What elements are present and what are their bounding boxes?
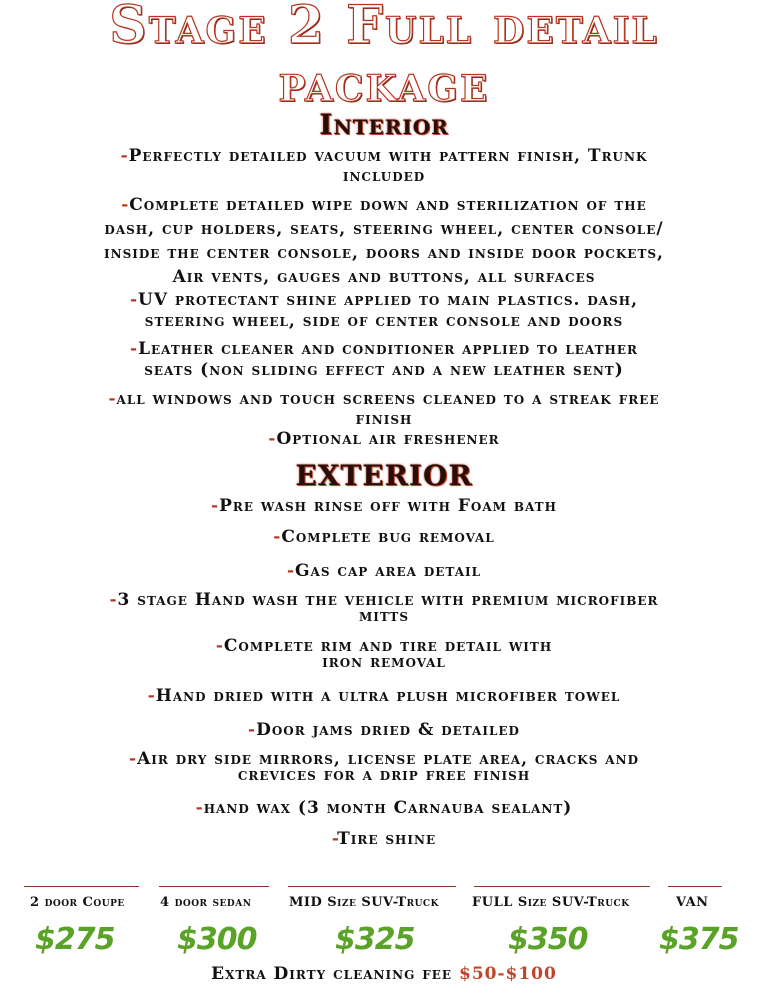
extra-dirty-fee	[0, 964, 768, 984]
interior-item: -Optional air freshener	[268, 429, 500, 449]
vehicle-type-sedan: 4 door sedan	[160, 895, 252, 910]
exterior-item: -3 stage Hand wash the vehicle with premium microfiber mitts	[109, 590, 659, 626]
interior-item: -Complete detailed wipe down and sterilization of the dash, cup holders, seats, steering wheel, center console/ inside the center console, doors and inside door pockets, Air vents, gauges and buttons, all surfaces	[104, 195, 664, 287]
fee-label: Extra Dirty cleaning fee	[211, 964, 453, 984]
exterior-item: -hand wax (3 month Carnauba sealant)	[195, 798, 573, 818]
interior-item: -UV protectant shine applied to main plastics. dash, steering wheel, side of center console and doors	[129, 290, 639, 331]
exterior-item: -Complete rim and tire detail with iron removal	[215, 636, 553, 672]
exterior-item: -Air dry side mirrors, license plate area, cracks and crevices for a drip free finish	[129, 749, 639, 785]
exterior-item: -Hand dried with a ultra plush microfiber towel	[147, 686, 621, 706]
interior-heading: Interior	[319, 108, 449, 141]
exterior-item: -Gas cap area detail	[286, 561, 482, 581]
price-divider	[288, 886, 456, 887]
fee-amount: $50-$100	[458, 964, 557, 984]
interior-item: -Leather cleaner and conditioner applied to leather seats (non sliding effect and a new leather sent)	[130, 339, 638, 380]
vehicle-type-full-suv: FULL Size SUV-Truck	[472, 895, 630, 910]
exterior-item: -Complete bug removal	[273, 527, 495, 547]
price-divider	[668, 886, 722, 887]
exterior-item: -Tire shine	[331, 829, 437, 849]
exterior-heading: EXTERIOR	[295, 459, 473, 492]
interior-item: -all windows and touch screens cleaned to a streak free finish	[108, 389, 660, 429]
price-coupe: $275	[35, 922, 115, 957]
price-mid-suv: $325	[335, 922, 415, 957]
price-sedan: $300	[177, 922, 257, 957]
interior-item: -Perfectly detailed vacuum with pattern finish, Trunk included	[120, 146, 648, 186]
page-title-line-2: package	[278, 53, 490, 114]
vehicle-type-mid-suv: MID Size SUV-Truck	[289, 895, 439, 910]
price-divider	[159, 886, 269, 887]
price-full-suv: $350	[508, 922, 588, 957]
price-van: $375	[659, 922, 739, 957]
vehicle-type-coupe: 2 door Coupe	[30, 895, 125, 910]
price-divider	[474, 886, 650, 887]
page-title-line-1: Stage 2 Full detail	[109, 0, 659, 56]
exterior-item: -Pre wash rinse off with Foam bath	[211, 496, 557, 516]
exterior-item: -Door jams dried & detailed	[248, 720, 520, 740]
price-divider	[24, 886, 139, 887]
vehicle-type-van: VAN	[676, 895, 709, 910]
